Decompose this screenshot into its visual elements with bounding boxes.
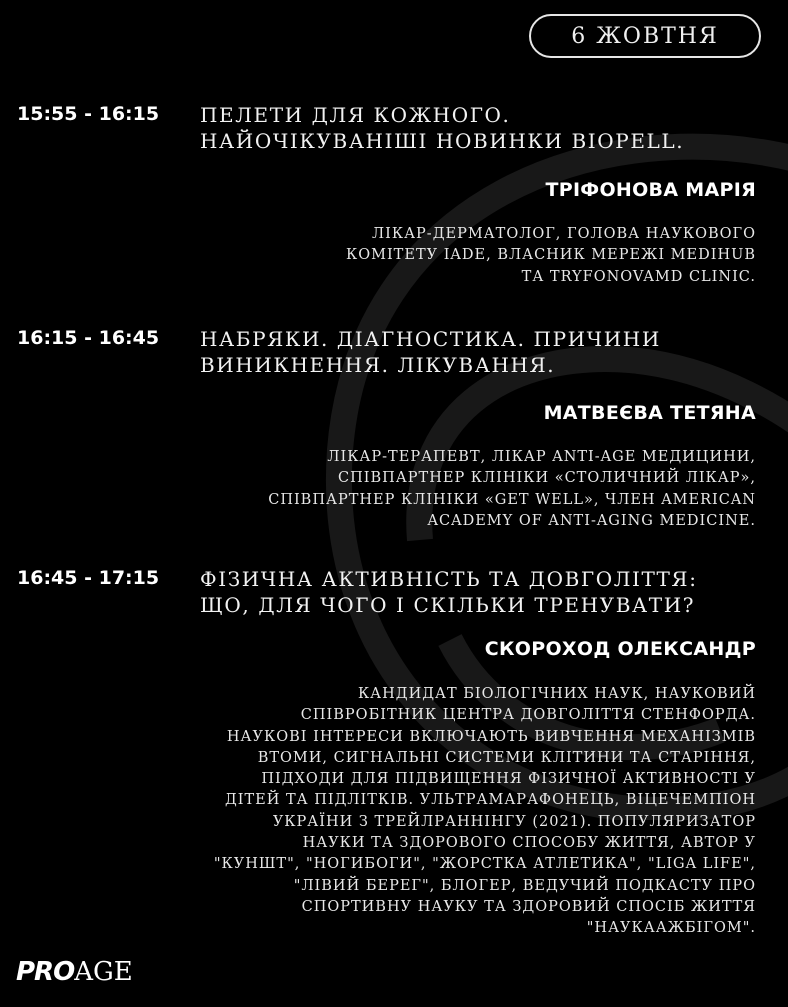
session-title (200, 326, 780, 378)
speaker-bio-line: СПІВПАРТНЕР КЛІНІКИ «СТОЛИЧНИЙ ЛІКАР», (338, 470, 756, 487)
session-title-line: ВИНИКНЕННЯ. ЛІКУВАННЯ. (200, 353, 556, 377)
session-time: 16:15 - 16:45 (17, 327, 160, 349)
speaker-bio-line: ДІТЕЙ ТА ПІДЛІТКІВ. УЛЬТРАМАРАФОНЕЦЬ, ВІЦЕЧЕМПІОН (224, 792, 756, 809)
speaker-bio-line: СПІВПАРТНЕР КЛІНІКИ «GET WELL», ЧЛЕН AMERICAN (268, 491, 756, 508)
session-title-line: ЩО, ДЛЯ ЧОГО І СКІЛЬКИ ТРЕНУВАТИ? (200, 593, 696, 617)
speaker-name: МАТВЕЄВА ТЕТЯНА (543, 402, 756, 424)
speaker-bio-line: ТА TRYFONOVAMD CLINIC. (521, 268, 756, 285)
speaker-bio-line: НАУКИ ТА ЗДОРОВОГО СПОСОБУ ЖИТТЯ, АВТОР У (302, 835, 756, 852)
speaker-bio-line: ЛІКАР-ДЕРМАТОЛОГ, ГОЛОВА НАУКОВОГО (372, 226, 756, 242)
speaker-bio-line: ПІДХОДИ ДЛЯ ПІДВИЩЕННЯ ФІЗИЧНОЇ АКТИВНОСТІ У (261, 771, 756, 788)
speaker-name: ТРІФОНОВА МАРІЯ (545, 179, 756, 201)
logo-pro-text: PRO (16, 957, 75, 987)
speaker-bio-line: "ЛІВИЙ БЕРЕГ", БЛОГЕР, ВЕДУЧИЙ ПОДКАСТУ ПРО (293, 877, 756, 894)
speaker-bio-line: УКРАЇНИ З ТРЕЙЛРАННІНГУ (2021). ПОПУЛЯРИЗАТОР (272, 813, 756, 830)
date-label: 6 ЖОВТНЯ (571, 23, 719, 49)
speaker-bio (196, 447, 756, 532)
speaker-bio-line: НАУКОВІ ІНТЕРЕСИ ВКЛЮЧАЮТЬ ВИВЧЕННЯ МЕХАНІЗМІВ (226, 728, 756, 745)
speaker-bio-line: ACADEMY OF ANTI-AGING MEDICINE. (427, 512, 756, 529)
session-title-line: НАБРЯКИ. ДІАГНОСТИКА. ПРИЧИНИ (200, 327, 661, 351)
speaker-bio-line: "НАУКААЖБІГОМ". (586, 920, 756, 937)
speaker-bio-line: СПОРТИВНУ НАУКУ ТА ЗДОРОВИЙ СПОСІБ ЖИТТЯ (301, 898, 756, 915)
session-title-line: ФІЗИЧНА АКТИВНІСТЬ ТА ДОВГОЛІТТЯ: (200, 567, 698, 591)
session-time: 15:55 - 16:15 (17, 103, 160, 125)
speaker-bio-line: СПІВРОБІТНИК ЦЕНТРА ДОВГОЛІТТЯ СТЕНФОРДА. (300, 707, 756, 724)
speaker-bio-line: "КУНШТ", "НОГИБОГИ", "ЖОРСТКА АТЛЕТИКА", "LIGA LIFE", (213, 856, 756, 873)
speaker-name: СКОРОХОД ОЛЕКСАНДР (484, 638, 756, 660)
proage-logo (16, 957, 133, 987)
speaker-bio-line: КАНДИДАТ БІОЛОГІЧНИХ НАУК, НАУКОВИЙ (357, 686, 756, 702)
speaker-bio-line: ВТОМИ, СИГНАЛЬНІ СИСТЕМИ КЛІТИНИ ТА СТАРІННЯ, (257, 749, 756, 766)
session-title (200, 102, 780, 154)
speaker-bio-line: КОМІТЕТУ IADE, ВЛАСНИК МЕРЕЖІ MEDIHUB (346, 247, 756, 264)
date-badge (529, 14, 761, 58)
session-time: 16:45 - 17:15 (17, 567, 160, 589)
speaker-bio (196, 684, 756, 940)
speaker-bio-line: ЛІКАР-ТЕРАПЕВТ, ЛІКАР ANTI-AGE МЕДИЦИНИ, (327, 449, 756, 465)
speaker-bio (196, 224, 756, 288)
session-title-line: НАЙОЧІКУВАНІШІ НОВИНКИ BIOPELL. (200, 129, 685, 153)
session-title-line: ПЕЛЕТИ ДЛЯ КОЖНОГО. (200, 103, 511, 127)
logo-age-text: AGE (74, 957, 133, 987)
session-title (200, 566, 780, 618)
